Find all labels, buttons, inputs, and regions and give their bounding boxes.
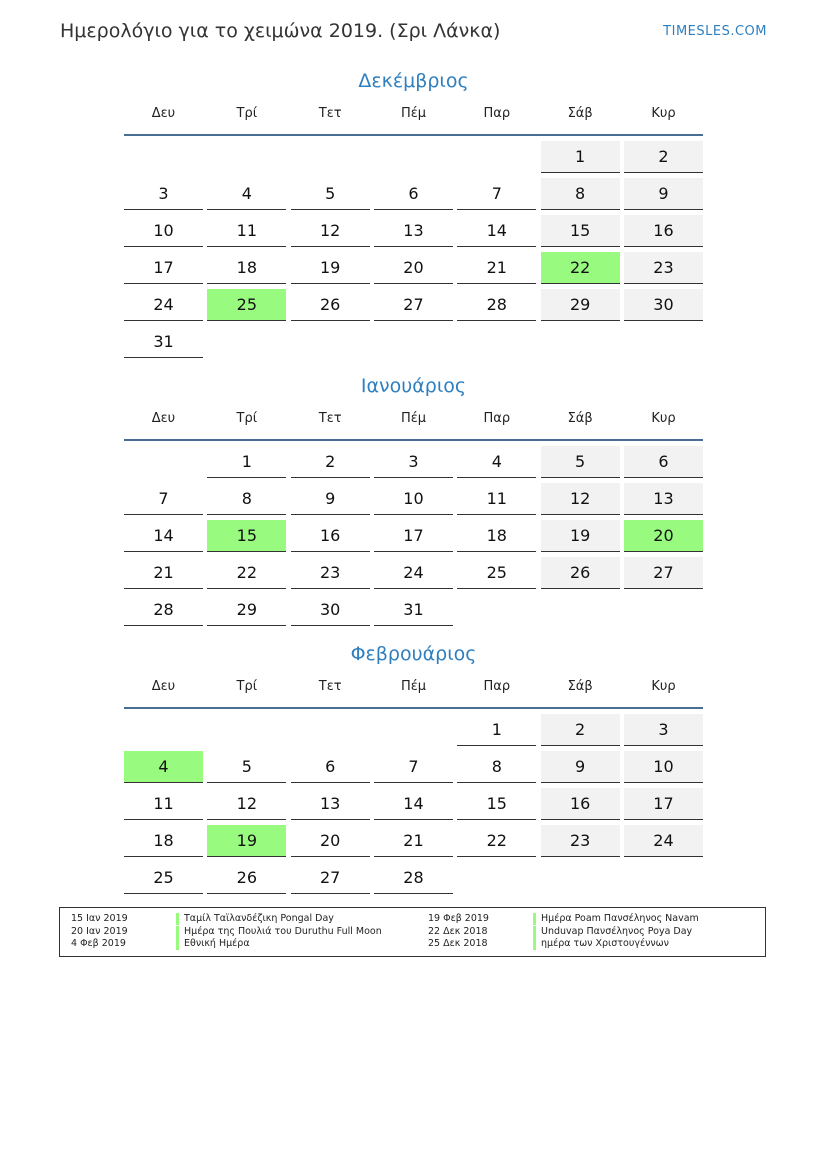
- day-cell[interactable]: 30: [624, 289, 703, 321]
- empty-cell: [207, 141, 286, 172]
- day-cell[interactable]: 3: [624, 714, 703, 746]
- day-cell[interactable]: 28: [457, 289, 536, 321]
- legend-date: 25 Δεκ 2018: [428, 938, 488, 949]
- day-cell[interactable]: 24: [124, 289, 203, 321]
- day-cell[interactable]: 21: [457, 252, 536, 284]
- day-cell[interactable]: 17: [374, 520, 453, 552]
- day-cell[interactable]: 18: [457, 520, 536, 552]
- day-cell[interactable]: 22: [457, 825, 536, 857]
- weekday-label: Κυρ: [651, 679, 676, 694]
- weekday-label: Δευ: [151, 679, 176, 694]
- legend-holiday-name: Εθνική Ημέρα: [176, 938, 250, 950]
- day-cell[interactable]: 27: [374, 289, 453, 321]
- day-cell[interactable]: 19: [541, 520, 620, 552]
- day-cell[interactable]: 4: [457, 446, 536, 478]
- day-cell[interactable]: 12: [541, 483, 620, 515]
- weekday-label: Τετ: [318, 106, 342, 121]
- empty-cell: [457, 141, 536, 172]
- day-cell[interactable]: 9: [624, 178, 703, 210]
- weekday-label: Τετ: [318, 679, 342, 694]
- holiday-day-cell[interactable]: 15: [207, 520, 286, 552]
- day-cell[interactable]: 22: [207, 557, 286, 589]
- month-december: [124, 68, 703, 363]
- holiday-day-cell[interactable]: 22: [541, 252, 620, 284]
- day-cell[interactable]: 30: [291, 594, 370, 626]
- day-cell[interactable]: 12: [291, 215, 370, 247]
- day-cell[interactable]: 6: [374, 178, 453, 210]
- page-title: Ημερολόγιο για το χειμώνα 2019. (Σρι Λάνκα): [60, 20, 501, 42]
- weekday-label: Παρ: [483, 106, 511, 121]
- weekday-label: Παρ: [483, 679, 511, 694]
- day-cell[interactable]: 4: [207, 178, 286, 210]
- legend-date: 4 Φεβ 2019: [71, 938, 126, 949]
- day-cell[interactable]: 16: [624, 215, 703, 247]
- holiday-day-cell[interactable]: 19: [207, 825, 286, 857]
- legend-holiday-name: Ταμίλ Ταϊλανδέζικη Pongal Day: [176, 913, 334, 925]
- day-cell[interactable]: 11: [207, 215, 286, 247]
- day-cell[interactable]: 7: [124, 483, 203, 515]
- day-cell[interactable]: 2: [291, 446, 370, 478]
- holiday-day-cell[interactable]: 25: [207, 289, 286, 321]
- day-cell[interactable]: 9: [291, 483, 370, 515]
- day-cell[interactable]: 20: [291, 825, 370, 857]
- legend-date: 20 Ιαν 2019: [71, 925, 128, 937]
- day-cell[interactable]: 5: [541, 446, 620, 478]
- weekday-label: Πέμ: [400, 679, 427, 694]
- day-cell[interactable]: 3: [124, 178, 203, 210]
- day-cell[interactable]: 6: [291, 751, 370, 783]
- day-cell[interactable]: 23: [291, 557, 370, 589]
- day-cell[interactable]: 21: [124, 557, 203, 589]
- day-cell[interactable]: 23: [541, 825, 620, 857]
- empty-cell: [374, 141, 453, 172]
- day-cell[interactable]: 13: [374, 215, 453, 247]
- empty-cell: [291, 714, 370, 745]
- weekday-header: [124, 677, 703, 709]
- day-cell[interactable]: 10: [124, 215, 203, 247]
- day-cell[interactable]: 13: [624, 483, 703, 515]
- holiday-day-cell[interactable]: 20: [624, 520, 703, 552]
- weekday-label: Δευ: [151, 106, 176, 121]
- legend-holiday-name: Ημέρα της Πουλιά του Duruthu Full Moon: [176, 926, 382, 938]
- weekday-label: Δευ: [151, 411, 176, 426]
- weekday-label: Σάβ: [567, 106, 593, 121]
- month-title: Δεκέμβριος: [358, 70, 469, 92]
- day-cell[interactable]: 10: [374, 483, 453, 515]
- day-cell[interactable]: 20: [374, 252, 453, 284]
- day-cell[interactable]: 8: [457, 751, 536, 783]
- holiday-legend: [59, 907, 766, 957]
- day-grid: [124, 446, 703, 631]
- weekday-label: Τετ: [318, 411, 342, 426]
- day-cell[interactable]: 31: [124, 326, 203, 358]
- legend-holiday-name: ημέρα των Χριστουγέννων: [533, 938, 669, 950]
- weekday-label: Σάβ: [567, 411, 593, 426]
- legend-date: 22 Δεκ 2018: [428, 925, 488, 937]
- day-cell[interactable]: 3: [374, 446, 453, 478]
- day-cell[interactable]: 1: [457, 714, 536, 746]
- day-cell[interactable]: 1: [541, 141, 620, 173]
- day-cell[interactable]: 6: [624, 446, 703, 478]
- day-cell[interactable]: 12: [207, 788, 286, 820]
- site-brand-link[interactable]: TIMESLES.COM: [663, 24, 767, 39]
- weekday-label: Τρί: [236, 106, 258, 121]
- empty-cell: [291, 141, 370, 172]
- month-february: [124, 641, 703, 899]
- day-grid: [124, 714, 703, 899]
- holiday-day-cell[interactable]: 4: [124, 751, 203, 783]
- weekday-label: Σάβ: [567, 679, 593, 694]
- month-title: Φεβρουάριος: [350, 643, 477, 665]
- day-cell[interactable]: 8: [207, 483, 286, 515]
- day-cell[interactable]: 28: [124, 594, 203, 626]
- empty-cell: [124, 714, 203, 745]
- weekday-header: [124, 409, 703, 441]
- weekday-label: Παρ: [483, 411, 511, 426]
- day-cell[interactable]: 26: [291, 289, 370, 321]
- month-january: [124, 373, 703, 631]
- day-cell[interactable]: 5: [207, 751, 286, 783]
- day-cell[interactable]: 21: [374, 825, 453, 857]
- day-cell[interactable]: 7: [457, 178, 536, 210]
- day-cell[interactable]: 11: [124, 788, 203, 820]
- day-cell[interactable]: 10: [624, 751, 703, 783]
- day-cell[interactable]: 25: [457, 557, 536, 589]
- weekday-label: Τρί: [236, 679, 258, 694]
- day-cell[interactable]: 26: [541, 557, 620, 589]
- day-cell[interactable]: 26: [207, 862, 286, 894]
- day-cell[interactable]: 23: [624, 252, 703, 284]
- weekday-label: Πέμ: [400, 411, 427, 426]
- day-cell[interactable]: 19: [291, 252, 370, 284]
- day-cell[interactable]: 25: [124, 862, 203, 894]
- weekday-label: Κυρ: [651, 411, 676, 426]
- weekday-header: [124, 104, 703, 136]
- day-cell[interactable]: 2: [541, 714, 620, 746]
- day-cell[interactable]: 11: [457, 483, 536, 515]
- day-cell[interactable]: 29: [207, 594, 286, 626]
- day-cell[interactable]: 18: [207, 252, 286, 284]
- day-cell[interactable]: 15: [541, 215, 620, 247]
- empty-cell: [374, 714, 453, 745]
- day-cell[interactable]: 28: [374, 862, 453, 894]
- day-cell[interactable]: 16: [541, 788, 620, 820]
- day-cell[interactable]: 8: [541, 178, 620, 210]
- legend-holiday-name: Unduvap Πανσέληνος Poya Day: [533, 926, 692, 938]
- day-cell[interactable]: 7: [374, 751, 453, 783]
- day-cell[interactable]: 27: [291, 862, 370, 894]
- day-cell[interactable]: 14: [374, 788, 453, 820]
- weekday-label: Τρί: [236, 411, 258, 426]
- day-grid: [124, 141, 703, 363]
- day-cell[interactable]: 13: [291, 788, 370, 820]
- day-cell[interactable]: 27: [624, 557, 703, 589]
- day-cell[interactable]: 2: [624, 141, 703, 173]
- day-cell[interactable]: 14: [124, 520, 203, 552]
- day-cell[interactable]: 18: [124, 825, 203, 857]
- day-cell[interactable]: 14: [457, 215, 536, 247]
- empty-cell: [207, 714, 286, 745]
- day-cell[interactable]: 5: [291, 178, 370, 210]
- day-cell[interactable]: 9: [541, 751, 620, 783]
- month-title: Ιανουάριος: [360, 375, 467, 397]
- legend-date: 15 Ιαν 2019: [71, 913, 128, 924]
- legend-date: 19 Φεβ 2019: [428, 913, 489, 924]
- day-cell[interactable]: 24: [374, 557, 453, 589]
- day-cell[interactable]: 24: [624, 825, 703, 857]
- day-cell[interactable]: 1: [207, 446, 286, 478]
- day-cell[interactable]: 17: [124, 252, 203, 284]
- empty-cell: [124, 141, 203, 172]
- weekday-label: Κυρ: [651, 106, 676, 121]
- empty-cell: [124, 446, 203, 477]
- day-cell[interactable]: 15: [457, 788, 536, 820]
- weekday-label: Πέμ: [400, 106, 427, 121]
- day-cell[interactable]: 16: [291, 520, 370, 552]
- legend-holiday-name: Ημέρα Poam Πανσέληνος Navam: [533, 913, 699, 925]
- day-cell[interactable]: 29: [541, 289, 620, 321]
- day-cell[interactable]: 17: [624, 788, 703, 820]
- day-cell[interactable]: 31: [374, 594, 453, 626]
